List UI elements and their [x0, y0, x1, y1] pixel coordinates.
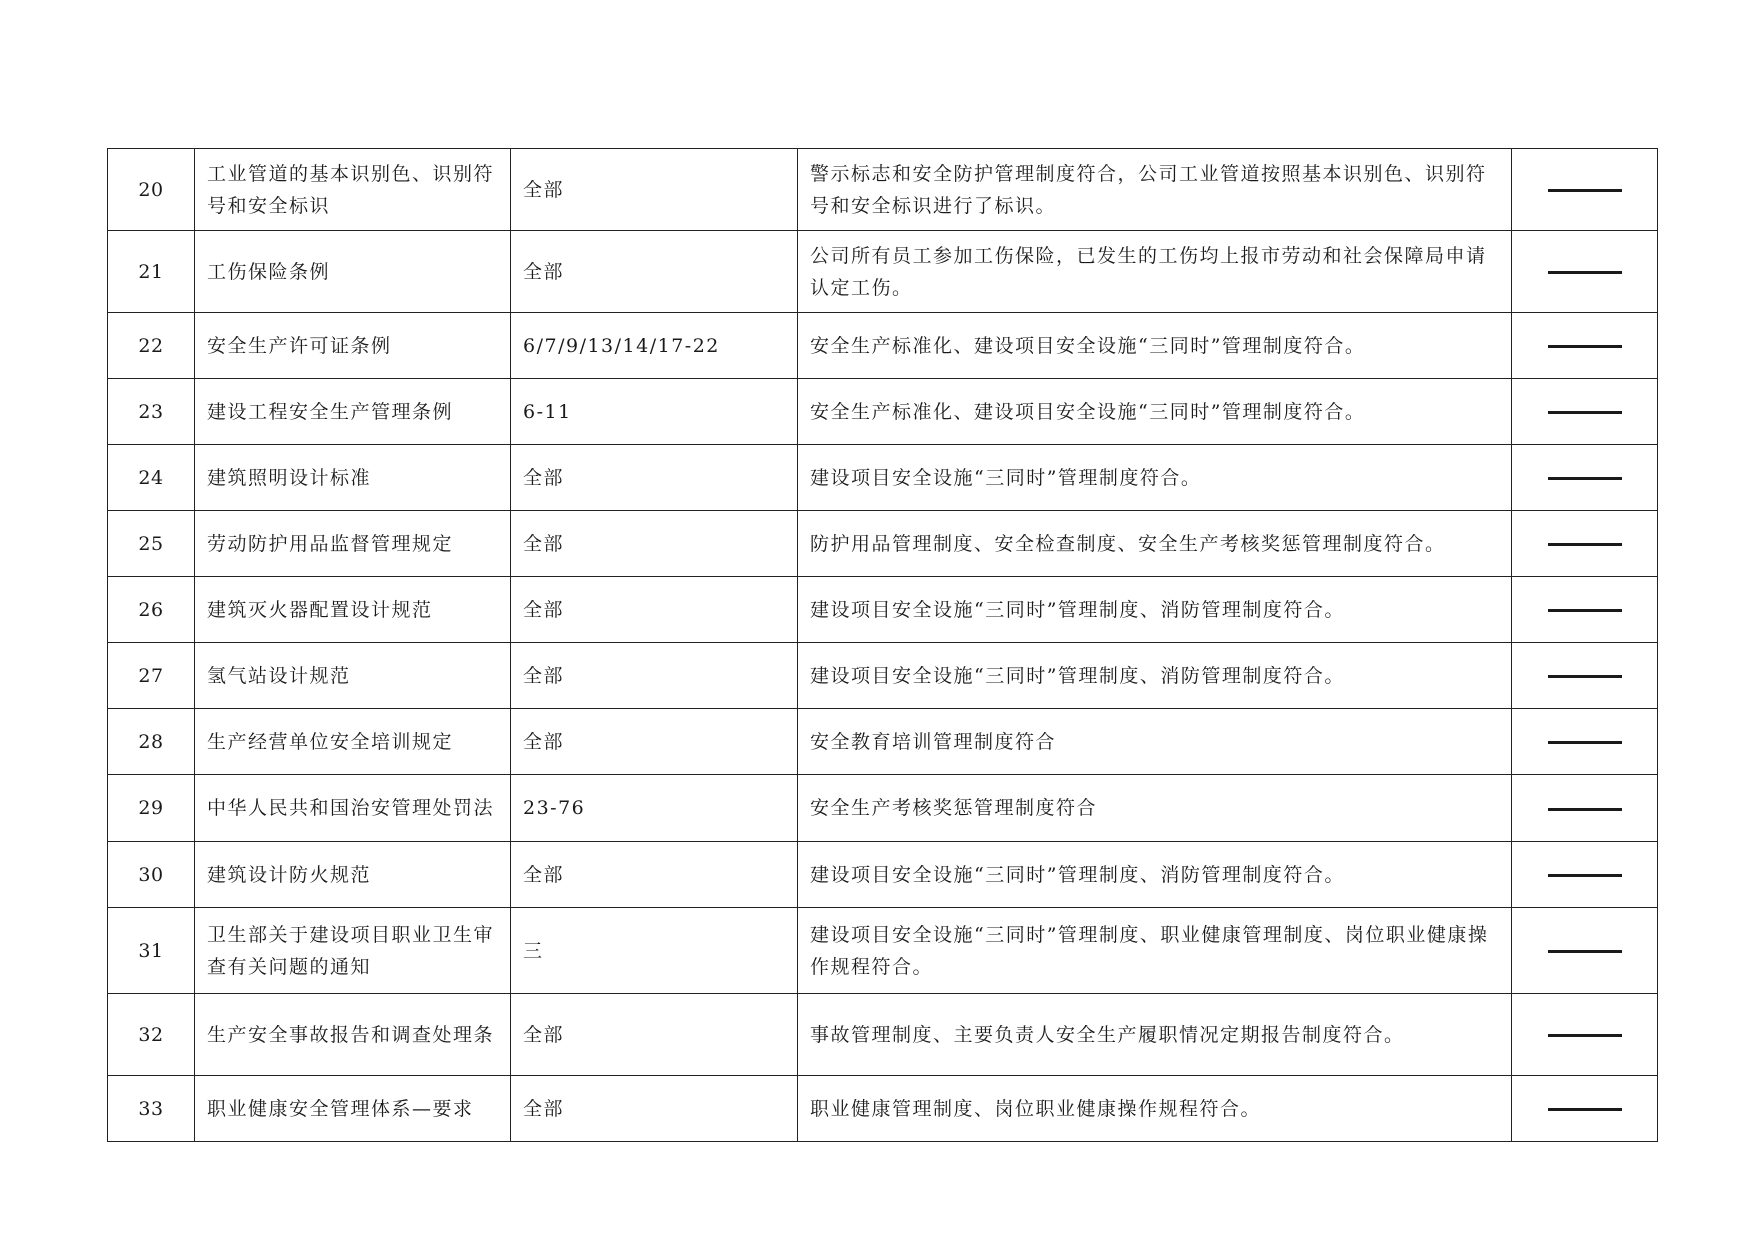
empty-dash-mark: [1548, 874, 1622, 877]
empty-dash-mark: [1548, 477, 1622, 480]
row-number: 30: [108, 842, 195, 908]
remarks-cell: [1512, 643, 1658, 709]
remarks-cell: [1512, 908, 1658, 994]
compliance-status: 防护用品管理制度、安全检查制度、安全生产考核奖惩管理制度符合。: [798, 511, 1512, 577]
remarks-cell: [1512, 445, 1658, 511]
table-row: [108, 1076, 1658, 1142]
applicable-clause: 全部: [511, 149, 798, 231]
regulation-name: 生产经营单位安全培训规定: [195, 709, 511, 775]
regulation-name: 氢气站设计规范: [195, 643, 511, 709]
compliance-status: 建设项目安全设施“三同时”管理制度符合。: [798, 445, 1512, 511]
empty-dash-mark: [1548, 808, 1622, 811]
applicable-clause: 全部: [511, 994, 798, 1076]
regulation-name: 工业管道的基本识别色、识别符号和安全标识: [195, 149, 511, 231]
remarks-cell: [1512, 1076, 1658, 1142]
remarks-cell: [1512, 149, 1658, 231]
row-number: 27: [108, 643, 195, 709]
empty-dash-mark: [1548, 345, 1622, 348]
compliance-status: 安全生产标准化、建设项目安全设施“三同时”管理制度符合。: [798, 313, 1512, 379]
compliance-status: 建设项目安全设施“三同时”管理制度、消防管理制度符合。: [798, 577, 1512, 643]
remarks-cell: [1512, 231, 1658, 313]
remarks-cell: [1512, 994, 1658, 1076]
applicable-clause: 全部: [511, 643, 798, 709]
table-row: [108, 643, 1658, 709]
regulation-name: 建筑灭火器配置设计规范: [195, 577, 511, 643]
row-number: 31: [108, 908, 195, 994]
applicable-clause: 6/7/9/13/14/17-22: [511, 313, 798, 379]
applicable-clause: 全部: [511, 842, 798, 908]
compliance-status: 警示标志和安全防护管理制度符合，公司工业管道按照基本识别色、识别符号和安全标识进行了标识。: [798, 149, 1512, 231]
table-row: [108, 908, 1658, 994]
empty-dash-mark: [1548, 741, 1622, 744]
remarks-cell: [1512, 842, 1658, 908]
remarks-cell: [1512, 379, 1658, 445]
applicable-clause: 6-11: [511, 379, 798, 445]
applicable-clause: 三: [511, 908, 798, 994]
empty-dash-mark: [1548, 950, 1622, 953]
row-number: 21: [108, 231, 195, 313]
table-row: [108, 379, 1658, 445]
empty-dash-mark: [1548, 543, 1622, 546]
row-number: 24: [108, 445, 195, 511]
row-number: 23: [108, 379, 195, 445]
compliance-status: 公司所有员工参加工伤保险，已发生的工伤均上报市劳动和社会保障局申请认定工伤。: [798, 231, 1512, 313]
row-number: 28: [108, 709, 195, 775]
applicable-clause: 23-76: [511, 775, 798, 842]
empty-dash-mark: [1548, 675, 1622, 678]
table-row: [108, 994, 1658, 1076]
regulation-name: 职业健康安全管理体系—要求: [195, 1076, 511, 1142]
row-number: 33: [108, 1076, 195, 1142]
empty-dash-mark: [1548, 271, 1622, 274]
table-row: [108, 313, 1658, 379]
applicable-clause: 全部: [511, 231, 798, 313]
applicable-clause: 全部: [511, 511, 798, 577]
compliance-status: 职业健康管理制度、岗位职业健康操作规程符合。: [798, 1076, 1512, 1142]
table-row: [108, 511, 1658, 577]
row-number: 25: [108, 511, 195, 577]
table-row: [108, 149, 1658, 231]
row-number: 26: [108, 577, 195, 643]
compliance-status: 安全生产标准化、建设项目安全设施“三同时”管理制度符合。: [798, 379, 1512, 445]
applicable-clause: 全部: [511, 709, 798, 775]
table-row: [108, 709, 1658, 775]
applicable-clause: 全部: [511, 577, 798, 643]
remarks-cell: [1512, 775, 1658, 842]
remarks-cell: [1512, 577, 1658, 643]
remarks-cell: [1512, 511, 1658, 577]
regulation-name: 建设工程安全生产管理条例: [195, 379, 511, 445]
regulation-name: 生产安全事故报告和调查处理条: [195, 994, 511, 1076]
compliance-status: 建设项目安全设施“三同时”管理制度、职业健康管理制度、岗位职业健康操作规程符合。: [798, 908, 1512, 994]
row-number: 22: [108, 313, 195, 379]
table-row: [108, 577, 1658, 643]
row-number: 29: [108, 775, 195, 842]
table-row: [108, 775, 1658, 842]
regulation-name: 建筑照明设计标准: [195, 445, 511, 511]
row-number: 32: [108, 994, 195, 1076]
table-row: [108, 445, 1658, 511]
compliance-status: 安全教育培训管理制度符合: [798, 709, 1512, 775]
regulation-name: 卫生部关于建设项目职业卫生审查有关问题的通知: [195, 908, 511, 994]
applicable-clause: 全部: [511, 445, 798, 511]
table-row: [108, 231, 1658, 313]
compliance-status: 事故管理制度、主要负责人安全生产履职情况定期报告制度符合。: [798, 994, 1512, 1076]
empty-dash-mark: [1548, 189, 1622, 192]
regulation-name: 工伤保险条例: [195, 231, 511, 313]
table-body: [108, 149, 1658, 1142]
regulation-compliance-table: [107, 148, 1658, 1142]
row-number: 20: [108, 149, 195, 231]
applicable-clause: 全部: [511, 1076, 798, 1142]
regulation-name: 中华人民共和国治安管理处罚法: [195, 775, 511, 842]
regulation-name: 劳动防护用品监督管理规定: [195, 511, 511, 577]
compliance-status: 建设项目安全设施“三同时”管理制度、消防管理制度符合。: [798, 842, 1512, 908]
empty-dash-mark: [1548, 1108, 1622, 1111]
compliance-status: 建设项目安全设施“三同时”管理制度、消防管理制度符合。: [798, 643, 1512, 709]
empty-dash-mark: [1548, 609, 1622, 612]
remarks-cell: [1512, 709, 1658, 775]
empty-dash-mark: [1548, 1034, 1622, 1037]
remarks-cell: [1512, 313, 1658, 379]
empty-dash-mark: [1548, 411, 1622, 414]
compliance-status: 安全生产考核奖惩管理制度符合: [798, 775, 1512, 842]
regulation-name: 安全生产许可证条例: [195, 313, 511, 379]
regulation-name: 建筑设计防火规范: [195, 842, 511, 908]
table-row: [108, 842, 1658, 908]
